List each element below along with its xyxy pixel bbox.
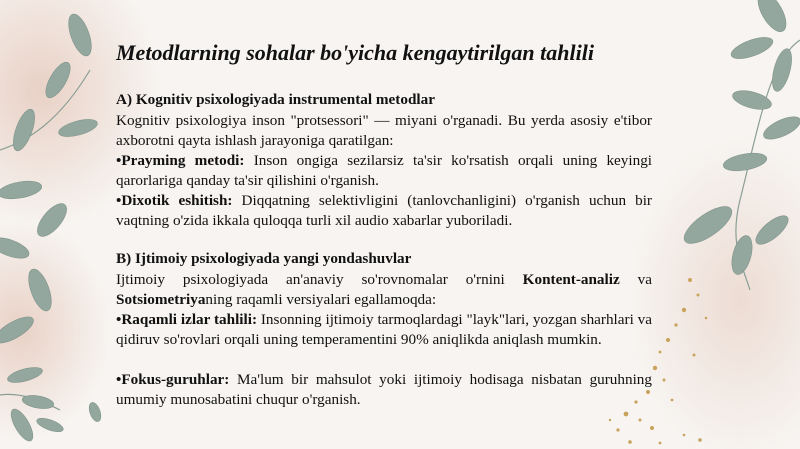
section-b-intro xyxy=(116,270,652,310)
section-a-heading: A) Kognitiv psixologiyada instrumental metodlar xyxy=(116,91,435,108)
intro-text: Ijtimoiy psixologiyada an'anaviy so'rovnomalar o'rnini xyxy=(116,271,523,288)
bullet-text: Diqqatning selektivligini (tanlovchanligini) o'rganish uchun bir vaqtning o'zida ikkala quloqqa turli xil audio xabarlar yuboriladi. xyxy=(116,192,652,230)
intro-text: va xyxy=(619,271,652,288)
intro-text: ning raqamli versiyalari egallamoqda: xyxy=(205,291,437,309)
section-b-heading: B) Ijtimoiy psixologiyada yangi yondashuvlar xyxy=(116,250,412,267)
section-a-bullet-priming xyxy=(116,151,652,191)
bullet-text: Insonning ijtimoiy tarmoqlardagi "layk"lari, yozgan sharhlari va qidiruv so'rovlari orqali uning temperamentini 90% aniqlikda aniqlash mumkin. xyxy=(116,311,652,349)
slide-title: Metodlarning sohalar bo'yicha kengaytirilgan tahlili xyxy=(116,40,594,65)
section-b-bullet-digital-traces xyxy=(116,310,652,350)
section-a-bullet-dichotic xyxy=(116,191,652,231)
bullet-label: •Prayming metodi: xyxy=(116,152,245,169)
intro-bold-sociometry: Sotsiometriya xyxy=(116,291,206,309)
bullet-label: •Raqamli izlar tahlili: xyxy=(116,311,258,328)
bullet-label: •Dixotik eshitish: xyxy=(116,192,233,209)
intro-bold-content-analysis: Kontent-analiz xyxy=(522,271,620,288)
bullet-text: Inson ongiga sezilarsiz ta'sir ko'rsatish orqali uning keyingi qarorlariga qanday ta'sir qilishini o'rganish. xyxy=(116,152,653,190)
section-b-bullet-focus-groups xyxy=(116,370,652,410)
section-a-intro: Kognitiv psixologiya inson "protsessori" — miyani o'rganadi. Bu yerda asosiy e'tibor axborotni qayta ishlash jarayoniga qaratilgan: xyxy=(116,112,652,150)
bullet-text: Ma'lum bir mahsulot yoki ijtimoiy hodisaga nisbatan guruhning umumiy munosabatini chuqur o'rganish. xyxy=(116,371,652,409)
bullet-label: •Fokus-guruhlar: xyxy=(116,371,230,388)
